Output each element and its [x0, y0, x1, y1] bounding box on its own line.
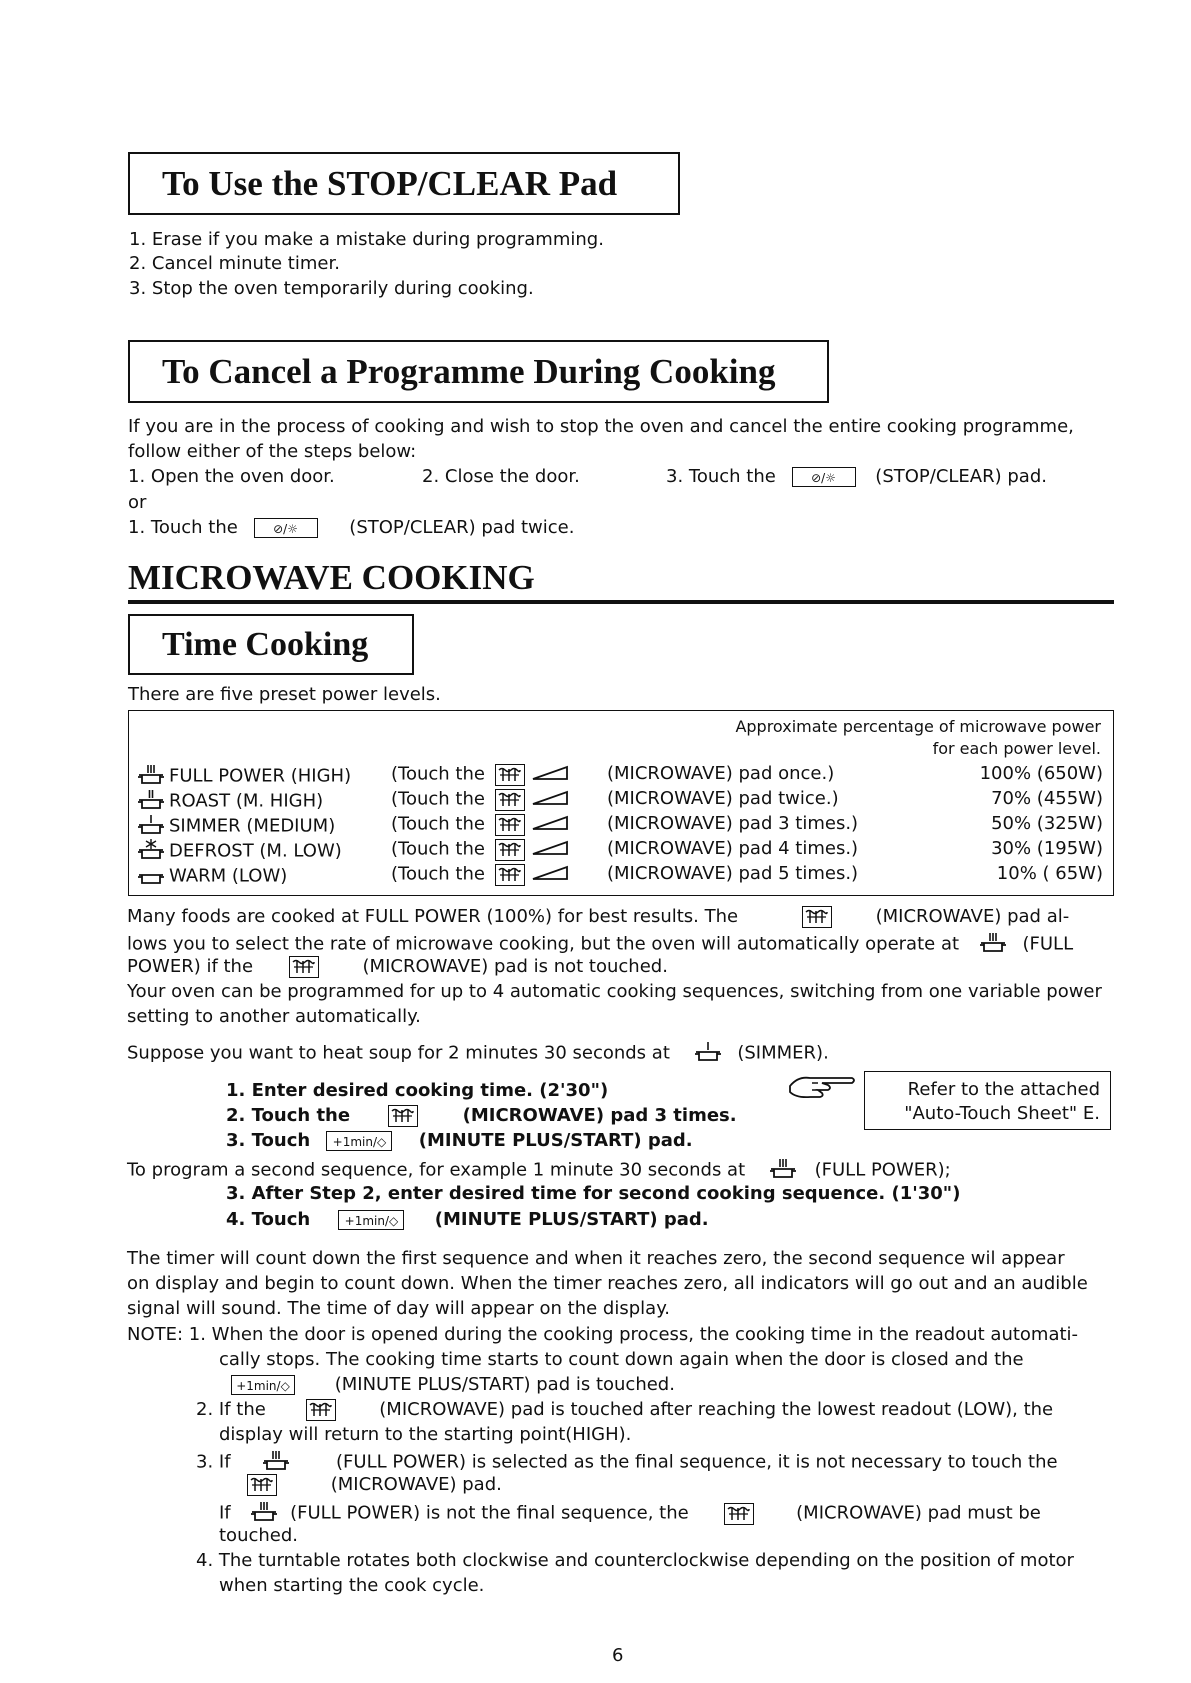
defrost-icon — [137, 838, 165, 865]
touch-label: (Touch the — [391, 788, 485, 810]
step-3a: 3. Touch — [226, 1130, 311, 1151]
touch-count: (MICROWAVE) pad 4 times.) — [607, 838, 859, 859]
microwave-pad-icon — [724, 1503, 754, 1525]
note-1c — [219, 1374, 675, 1395]
power-level-name — [137, 763, 351, 790]
power-level-label: DEFROST (M. LOW) — [169, 840, 342, 862]
step-2a: 2. Touch the — [226, 1105, 351, 1126]
table-row — [137, 763, 1107, 787]
power-percentage: 70% (455W) — [991, 788, 1103, 809]
table-row — [137, 788, 1107, 812]
cancel-step-1: 1. Open the oven door. — [128, 466, 335, 487]
stop-clear-title: To Use the STOP/CLEAR Pad — [162, 164, 618, 203]
microwave-pad-icon — [495, 864, 525, 886]
step-4 — [226, 1209, 709, 1230]
microwave-pad-icon — [495, 814, 525, 836]
touch-instruction — [391, 813, 571, 836]
cancel-step-3-suffix: (STOP/CLEAR) pad. — [875, 466, 1047, 487]
full-power-icon — [250, 1500, 278, 1527]
cancel-step-3 — [666, 466, 1047, 487]
note-3g: touched. — [219, 1525, 299, 1546]
body-line-6b: (SIMMER). — [737, 1042, 829, 1064]
refer-line-2: "Auto-Touch Sheet" E. — [904, 1103, 1100, 1124]
stop-clear-item-1: 1. Erase if you make a mistake during programming. — [129, 229, 604, 250]
power-level-label: WARM (LOW) — [169, 865, 288, 887]
table-row — [137, 838, 1107, 862]
power-level-label: FULL POWER (HIGH) — [169, 765, 352, 787]
note-1a: NOTE: 1. When the door is opened during the cooking process, the cooking time in the readout automati- — [127, 1324, 1079, 1345]
power-level-name — [137, 838, 342, 865]
cancel-step-2: 2. Close the door. — [422, 466, 580, 487]
timer-line-1: The timer will count down the first sequence and when it reaches zero, the second sequence wil appear — [127, 1248, 1065, 1269]
note-3c-text: (MICROWAVE) pad. — [330, 1474, 502, 1495]
second-sequence-a: To program a second sequence, for example 1 minute 30 seconds at — [127, 1159, 746, 1181]
step-3-second: 3. After Step 2, enter desired time for second cooking sequence. (1'30") — [226, 1183, 961, 1204]
power-wedge-icon — [531, 813, 571, 836]
body-line-2 — [127, 931, 1073, 958]
step-3 — [226, 1130, 693, 1151]
note-3c — [247, 1474, 502, 1496]
cancel-title: To Cancel a Programme During Cooking — [162, 352, 776, 391]
touch-label: (Touch the — [391, 763, 485, 785]
section-rule — [128, 600, 1114, 604]
page-number: 6 — [612, 1645, 624, 1666]
step-2b: (MICROWAVE) pad 3 times. — [462, 1105, 737, 1126]
touch-count: (MICROWAVE) pad once.) — [607, 763, 835, 784]
note-1c-text: (MINUTE PLUS/START) pad is touched. — [334, 1374, 675, 1395]
step-3b: (MINUTE PLUS/START) pad. — [418, 1130, 693, 1151]
table-header-1: Approximate percentage of microwave power — [735, 717, 1101, 736]
microwave-pad-icon — [306, 1399, 336, 1421]
touch-count: (MICROWAVE) pad 3 times.) — [607, 813, 859, 834]
stop-clear-item-2: 2. Cancel minute timer. — [129, 253, 340, 274]
cancel-intro-2: follow either of the steps below: — [128, 441, 417, 462]
stop-clear-pad-icon: ⊘/☼ — [792, 467, 856, 487]
table-row — [137, 863, 1107, 887]
refer-line-1: Refer to the attached — [907, 1079, 1100, 1100]
timer-line-3: signal will sound. The time of day will appear on the display. — [127, 1298, 671, 1319]
touch-label: (Touch the — [391, 813, 485, 835]
minute-plus-start-pad-icon: +1min/◇ — [326, 1131, 392, 1151]
refer-box — [864, 1071, 1111, 1130]
cancel-title-box — [128, 340, 829, 403]
note-3d-suffix: (MICROWAVE) pad must be — [796, 1502, 1041, 1524]
note-2a-suffix: (MICROWAVE) pad is touched after reaching the lowest readout (LOW), the — [379, 1399, 1054, 1420]
table-header-2: for each power level. — [932, 739, 1101, 758]
note-3a-prefix: 3. If — [196, 1451, 231, 1473]
note-3d-middle: (FULL POWER) is not the final sequence, the — [290, 1502, 689, 1524]
timer-line-2: on display and begin to count down. When the timer reaches zero, all indicators will go out and an audible — [127, 1273, 1088, 1294]
power-level-label: ROAST (M. HIGH) — [169, 790, 324, 812]
power-wedge-icon — [531, 838, 571, 861]
touch-instruction — [391, 763, 571, 786]
cancel-alt-prefix: 1. Touch the — [128, 517, 238, 538]
touch-count: (MICROWAVE) pad twice.) — [607, 788, 839, 809]
power-level-name — [137, 813, 335, 840]
time-cooking-box — [128, 614, 414, 675]
note-2c: display will return to the starting point(HIGH). — [219, 1424, 632, 1445]
power-wedge-icon — [531, 863, 571, 886]
pointing-hand-icon — [788, 1072, 858, 1107]
touch-label: (Touch the — [391, 863, 485, 885]
cancel-alt-suffix: (STOP/CLEAR) pad twice. — [349, 517, 575, 538]
power-level-name — [137, 863, 287, 890]
note-4b: when starting the cook cycle. — [219, 1575, 485, 1596]
touch-instruction — [391, 863, 571, 886]
simmer-icon — [694, 1040, 722, 1067]
full-power-icon — [262, 1449, 290, 1476]
step-2 — [226, 1105, 737, 1127]
touch-instruction — [391, 838, 571, 861]
body-line-2b: (FULL — [1022, 933, 1074, 955]
power-wedge-icon — [531, 763, 571, 786]
stop-clear-title-box — [128, 152, 680, 215]
stop-clear-item-3: 3. Stop the oven temporarily during cooking. — [129, 278, 534, 299]
body-line-6 — [127, 1040, 829, 1067]
power-wedge-icon — [531, 788, 571, 811]
cancel-intro-1: If you are in the process of cooking and wish to stop the oven and cancel the entire cooking programme, — [128, 416, 1074, 437]
microwave-pad-icon — [289, 956, 319, 978]
note-2a-prefix: 2. If the — [196, 1399, 266, 1420]
stop-clear-pad-icon: ⊘/☼ — [254, 518, 318, 538]
step-1: 1. Enter desired cooking time. (2'30") — [226, 1080, 609, 1101]
note-3d-prefix: If — [219, 1502, 231, 1524]
note-3a — [196, 1449, 1058, 1476]
power-percentage: 30% (195W) — [991, 838, 1103, 859]
power-percentage: 50% (325W) — [991, 813, 1103, 834]
body-line-1 — [127, 906, 1069, 928]
section-intro: There are five preset power levels. — [128, 684, 441, 705]
note-3a-suffix: (FULL POWER) is selected as the final sequence, it is not necessary to touch the — [336, 1451, 1058, 1473]
microwave-pad-icon — [802, 906, 832, 928]
body-line-5: setting to another automatically. — [127, 1006, 421, 1027]
body-line-3b: (MICROWAVE) pad is not touched. — [362, 956, 668, 977]
note-4a: 4. The turntable rotates both clockwise and counterclockwise depending on the position of motor — [196, 1550, 1074, 1571]
table-row — [137, 813, 1107, 837]
body-line-2a: lows you to select the rate of microwave cooking, but the oven will automatically operate at — [127, 933, 960, 955]
microwave-pad-icon — [388, 1105, 418, 1127]
roast-icon — [137, 788, 165, 815]
step-4a: 4. Touch — [226, 1209, 311, 1230]
note-2a — [196, 1399, 1053, 1421]
step-4b: (MINUTE PLUS/START) pad. — [434, 1209, 709, 1230]
note-3d — [219, 1500, 1041, 1527]
body-line-6a: Suppose you want to heat soup for 2 minutes 30 seconds at — [127, 1042, 670, 1064]
power-level-label: SIMMER (MEDIUM) — [169, 815, 336, 837]
cancel-or: or — [128, 492, 147, 513]
body-line-3a: POWER) if the — [127, 956, 254, 977]
touch-instruction — [391, 788, 571, 811]
body-line-1a: Many foods are cooked at FULL POWER (100%) for best results. The — [127, 906, 739, 927]
body-line-1b: (MICROWAVE) pad al- — [875, 906, 1070, 927]
full-power-icon — [979, 931, 1007, 958]
touch-count: (MICROWAVE) pad 5 times.) — [607, 863, 859, 884]
touch-label: (Touch the — [391, 838, 485, 860]
cancel-step-3-prefix: 3. Touch the — [666, 466, 776, 487]
note-1b: cally stops. The cooking time starts to count down again when the door is closed and the — [219, 1349, 1024, 1370]
second-sequence-b: (FULL POWER); — [814, 1159, 951, 1181]
body-line-3 — [127, 956, 668, 978]
section-heading: MICROWAVE COOKING — [128, 558, 535, 597]
minute-plus-start-pad-icon: +1min/◇ — [338, 1210, 404, 1230]
body-line-4: Your oven can be programmed for up to 4 automatic cooking sequences, switching from one variable power — [127, 981, 1102, 1002]
microwave-pad-icon — [247, 1474, 277, 1496]
minute-plus-start-pad-icon: +1min/◇ — [231, 1375, 295, 1395]
simmer-icon — [137, 813, 165, 840]
warm-icon — [137, 863, 165, 890]
microwave-pad-icon — [495, 789, 525, 811]
cancel-alt — [128, 517, 574, 538]
power-percentage: 100% (650W) — [979, 763, 1103, 784]
microwave-pad-icon — [495, 839, 525, 861]
microwave-pad-icon — [495, 764, 525, 786]
second-sequence-line — [127, 1157, 951, 1184]
time-cooking-title: Time Cooking — [162, 626, 369, 663]
full-power-icon — [137, 763, 165, 790]
power-level-name — [137, 788, 323, 815]
power-percentage: 10% ( 65W) — [996, 863, 1103, 884]
full-power-icon — [769, 1157, 797, 1184]
power-level-table — [128, 710, 1114, 896]
